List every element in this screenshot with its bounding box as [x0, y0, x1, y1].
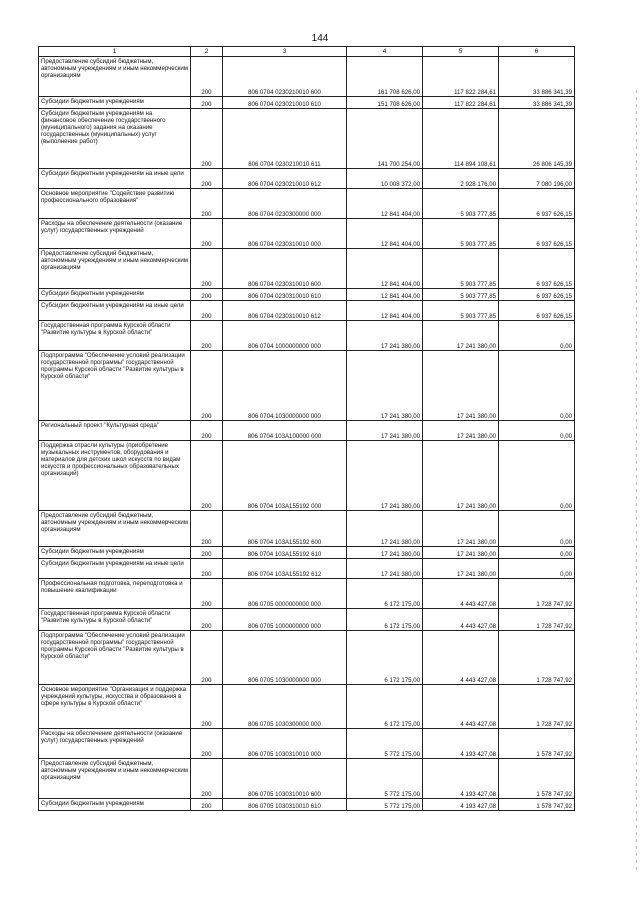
row-budget-classification: 806 0705 1030310010 600: [223, 759, 347, 799]
column-header: 6: [499, 47, 575, 57]
row-line-code: 200: [191, 189, 223, 219]
row-budget-classification: 806 0704 0230310010 600: [223, 249, 347, 289]
column-header: 5: [423, 47, 499, 57]
row-executed-amount: 117 822 284,61: [423, 97, 499, 109]
row-budget-classification: 806 0704 1030000000 000: [223, 351, 347, 421]
row-executed-amount: 5 903 777,85: [423, 301, 499, 321]
table-row: [39, 759, 575, 799]
budget-table: [38, 46, 575, 811]
row-description: Субсидии бюджетным учреждениям: [39, 289, 191, 301]
table-row: [39, 547, 575, 559]
row-description: Субсидии бюджетным учреждениям на иные цели: [39, 169, 191, 189]
row-unexecuted-amount: 33 886 341,39: [499, 97, 575, 109]
row-line-code: 200: [191, 289, 223, 301]
row-unexecuted-amount: 1 728 747,92: [499, 609, 575, 631]
row-budget-classification: 806 0704 0230300000 000: [223, 189, 347, 219]
row-description: Субсидии бюджетным учреждениям на финансовое обеспечение государственного (муниципального) задания на оказание государственных (муниципальных) услуг (выполнение работ): [39, 109, 191, 169]
row-budget-classification: 806 0704 103A155192 000: [223, 441, 347, 511]
row-approved-amount: 12 841 404,00: [347, 301, 423, 321]
row-description: Подпрограмма "Обеспечение условий реализации государственной программы" государственной программы Курской области "Развитие культуры в Курской области": [39, 631, 191, 685]
row-unexecuted-amount: 1 578 747,92: [499, 729, 575, 759]
row-budget-classification: 806 0704 103A155192 600: [223, 511, 347, 547]
row-unexecuted-amount: 0,00: [499, 321, 575, 351]
table-row: [39, 511, 575, 547]
row-line-code: 200: [191, 547, 223, 559]
column-header: 1: [39, 47, 191, 57]
row-description: Основное мероприятие "Организация и поддержка учреждений культуры, искусства и образования в сфере культуры в Курской области": [39, 685, 191, 729]
row-budget-classification: 806 0704 103A100000 000: [223, 421, 347, 441]
table-row: [39, 609, 575, 631]
row-line-code: 200: [191, 579, 223, 609]
row-line-code: 200: [191, 321, 223, 351]
row-line-code: 200: [191, 511, 223, 547]
row-unexecuted-amount: 26 806 145,39: [499, 109, 575, 169]
row-budget-classification: 806 0705 0000000000 000: [223, 579, 347, 609]
row-executed-amount: 17 241 380,00: [423, 321, 499, 351]
row-executed-amount: 4 193 427,08: [423, 759, 499, 799]
row-approved-amount: 6 172 175,00: [347, 609, 423, 631]
table-row: [39, 249, 575, 289]
row-unexecuted-amount: 1 578 747,92: [499, 759, 575, 799]
row-executed-amount: 4 193 427,08: [423, 729, 499, 759]
row-line-code: 200: [191, 301, 223, 321]
row-line-code: 200: [191, 109, 223, 169]
row-unexecuted-amount: 0,00: [499, 421, 575, 441]
row-line-code: 200: [191, 729, 223, 759]
table-row: [39, 421, 575, 441]
table-row: [39, 219, 575, 249]
row-approved-amount: 17 241 380,00: [347, 559, 423, 579]
row-executed-amount: 4 443 427,08: [423, 631, 499, 685]
row-description: Профессиональная подготовка, переподготовка и повышение квалификации: [39, 579, 191, 609]
table-row: [39, 301, 575, 321]
row-executed-amount: 17 241 380,00: [423, 441, 499, 511]
row-approved-amount: 17 241 380,00: [347, 351, 423, 421]
row-unexecuted-amount: 0,00: [499, 511, 575, 547]
row-description: Региональный проект "Культурная среда": [39, 421, 191, 441]
row-unexecuted-amount: 1 578 747,92: [499, 799, 575, 811]
row-line-code: 200: [191, 97, 223, 109]
row-line-code: 200: [191, 559, 223, 579]
row-description: Государственная программа Курской области "Развитие культуры в Курской области": [39, 321, 191, 351]
row-line-code: 200: [191, 249, 223, 289]
row-description: Субсидии бюджетным учреждениям на иные цели: [39, 559, 191, 579]
table-row: [39, 321, 575, 351]
row-executed-amount: 5 903 777,85: [423, 219, 499, 249]
row-executed-amount: 17 241 380,00: [423, 351, 499, 421]
row-executed-amount: 17 241 380,00: [423, 559, 499, 579]
row-executed-amount: 114 894 108,61: [423, 109, 499, 169]
column-header: 4: [347, 47, 423, 57]
row-unexecuted-amount: 0,00: [499, 441, 575, 511]
row-unexecuted-amount: 1 728 747,92: [499, 579, 575, 609]
table-row: [39, 579, 575, 609]
table-row: [39, 57, 575, 97]
row-description: Предоставление субсидий бюджетным, автономным учреждениям и иным некоммерческим организациям: [39, 759, 191, 799]
row-approved-amount: 5 772 175,00: [347, 799, 423, 811]
row-description: Расходы на обеспечение деятельности (оказание услуг) государственных учреждений: [39, 729, 191, 759]
row-executed-amount: 5 903 777,85: [423, 189, 499, 219]
scan-edge-mark: [636, 90, 637, 870]
row-approved-amount: 10 008 372,00: [347, 169, 423, 189]
row-budget-classification: 806 0704 0230310010 612: [223, 301, 347, 321]
row-approved-amount: 17 241 380,00: [347, 321, 423, 351]
row-line-code: 200: [191, 169, 223, 189]
row-budget-classification: 806 0704 0230310010 610: [223, 289, 347, 301]
row-approved-amount: 12 841 404,00: [347, 249, 423, 289]
row-approved-amount: 141 700 254,00: [347, 109, 423, 169]
row-description: Основное мероприятие "Содействие развитию профессионального образования": [39, 189, 191, 219]
row-description: Субсидии бюджетным учреждениям: [39, 547, 191, 559]
row-line-code: 200: [191, 609, 223, 631]
table-row: [39, 685, 575, 729]
row-approved-amount: 6 172 175,00: [347, 579, 423, 609]
page-number: 144: [311, 33, 329, 44]
table-row: [39, 189, 575, 219]
row-budget-classification: 806 0705 1030300000 000: [223, 685, 347, 729]
row-approved-amount: 12 841 404,00: [347, 219, 423, 249]
row-executed-amount: 4 193 427,08: [423, 799, 499, 811]
row-unexecuted-amount: 6 937 626,15: [499, 189, 575, 219]
row-budget-classification: 806 0704 0230210010 611: [223, 109, 347, 169]
row-unexecuted-amount: 1 728 747,92: [499, 631, 575, 685]
row-unexecuted-amount: 0,00: [499, 547, 575, 559]
row-approved-amount: 5 772 175,00: [347, 759, 423, 799]
table-row: [39, 441, 575, 511]
row-description: Расходы на обеспечение деятельности (оказание услуг) государственных учреждений: [39, 219, 191, 249]
row-unexecuted-amount: 6 937 626,15: [499, 219, 575, 249]
row-line-code: 200: [191, 441, 223, 511]
row-budget-classification: 806 0704 1000000000 000: [223, 321, 347, 351]
row-executed-amount: 5 903 777,85: [423, 249, 499, 289]
row-approved-amount: 12 841 404,00: [347, 289, 423, 301]
row-description: Подпрограмма "Обеспечение условий реализации государственной программы" государственной программы Курской области "Развитие культуры в Курской области": [39, 351, 191, 421]
table-row: [39, 289, 575, 301]
row-line-code: 200: [191, 57, 223, 97]
row-description: Субсидии бюджетным учреждениям: [39, 97, 191, 109]
row-approved-amount: 151 708 626,00: [347, 97, 423, 109]
row-budget-classification: 806 0705 1030000000 000: [223, 631, 347, 685]
row-approved-amount: 6 172 175,00: [347, 685, 423, 729]
table-row: [39, 169, 575, 189]
row-description: Предоставление субсидий бюджетным, автономным учреждениям и иным некоммерческим организациям: [39, 57, 191, 97]
row-executed-amount: 117 822 284,61: [423, 57, 499, 97]
row-description: Поддержка отрасли культуры (приобретение музыкальных инструментов, оборудования и материалов для детских школ искусств по видам искусств и профессиональных образовательных организаций): [39, 441, 191, 511]
row-budget-classification: 806 0704 0230310010 000: [223, 219, 347, 249]
row-executed-amount: 17 241 380,00: [423, 547, 499, 559]
table-row: [39, 729, 575, 759]
row-executed-amount: 17 241 380,00: [423, 421, 499, 441]
row-approved-amount: 12 841 404,00: [347, 189, 423, 219]
table-row: [39, 97, 575, 109]
row-budget-classification: 806 0704 0230210010 612: [223, 169, 347, 189]
row-executed-amount: 4 443 427,08: [423, 685, 499, 729]
row-unexecuted-amount: 1 728 747,92: [499, 685, 575, 729]
row-budget-classification: 806 0704 103A155192 610: [223, 547, 347, 559]
row-executed-amount: 2 928 176,00: [423, 169, 499, 189]
row-approved-amount: 17 241 380,00: [347, 441, 423, 511]
row-line-code: 200: [191, 631, 223, 685]
row-line-code: 200: [191, 421, 223, 441]
column-header: 3: [223, 47, 347, 57]
row-unexecuted-amount: 0,00: [499, 351, 575, 421]
row-unexecuted-amount: 6 937 626,15: [499, 301, 575, 321]
row-approved-amount: 5 772 175,00: [347, 729, 423, 759]
row-line-code: 200: [191, 799, 223, 811]
table-row: [39, 799, 575, 811]
row-approved-amount: 161 708 626,00: [347, 57, 423, 97]
row-unexecuted-amount: 6 937 626,15: [499, 249, 575, 289]
row-description: Предоставление субсидий бюджетным, автономным учреждениям и иным некоммерческим организациям: [39, 249, 191, 289]
row-budget-classification: 806 0705 1030310010 000: [223, 729, 347, 759]
row-description: Субсидии бюджетным учреждениям на иные цели: [39, 301, 191, 321]
row-executed-amount: 4 443 427,08: [423, 579, 499, 609]
table-row: [39, 559, 575, 579]
row-unexecuted-amount: 7 080 196,00: [499, 169, 575, 189]
row-approved-amount: 6 172 175,00: [347, 631, 423, 685]
row-line-code: 200: [191, 219, 223, 249]
row-unexecuted-amount: 6 937 626,15: [499, 289, 575, 301]
row-approved-amount: 17 241 380,00: [347, 511, 423, 547]
row-executed-amount: 17 241 380,00: [423, 511, 499, 547]
row-budget-classification: 806 0705 1030310010 610: [223, 799, 347, 811]
row-budget-classification: 806 0705 1000000000 000: [223, 609, 347, 631]
table-row: [39, 631, 575, 685]
column-header: 2: [191, 47, 223, 57]
row-description: Предоставление субсидий бюджетным, автономным учреждениям и иным некоммерческим организациям: [39, 511, 191, 547]
table-row: [39, 109, 575, 169]
row-line-code: 200: [191, 685, 223, 729]
row-line-code: 200: [191, 351, 223, 421]
row-approved-amount: 17 241 380,00: [347, 421, 423, 441]
row-executed-amount: 4 443 427,08: [423, 609, 499, 631]
table-row: [39, 351, 575, 421]
row-unexecuted-amount: 33 886 341,39: [499, 57, 575, 97]
row-description: Государственная программа Курской области "Развитие культуры в Курской области": [39, 609, 191, 631]
row-unexecuted-amount: 0,00: [499, 559, 575, 579]
table-header-row: [39, 47, 575, 57]
row-approved-amount: 17 241 380,00: [347, 547, 423, 559]
row-description: Субсидии бюджетным учреждениям: [39, 799, 191, 811]
row-executed-amount: 5 903 777,85: [423, 289, 499, 301]
row-budget-classification: 806 0704 103A155192 612: [223, 559, 347, 579]
row-budget-classification: 806 0704 0230210010 610: [223, 97, 347, 109]
row-line-code: 200: [191, 759, 223, 799]
row-budget-classification: 806 0704 0230210010 600: [223, 57, 347, 97]
